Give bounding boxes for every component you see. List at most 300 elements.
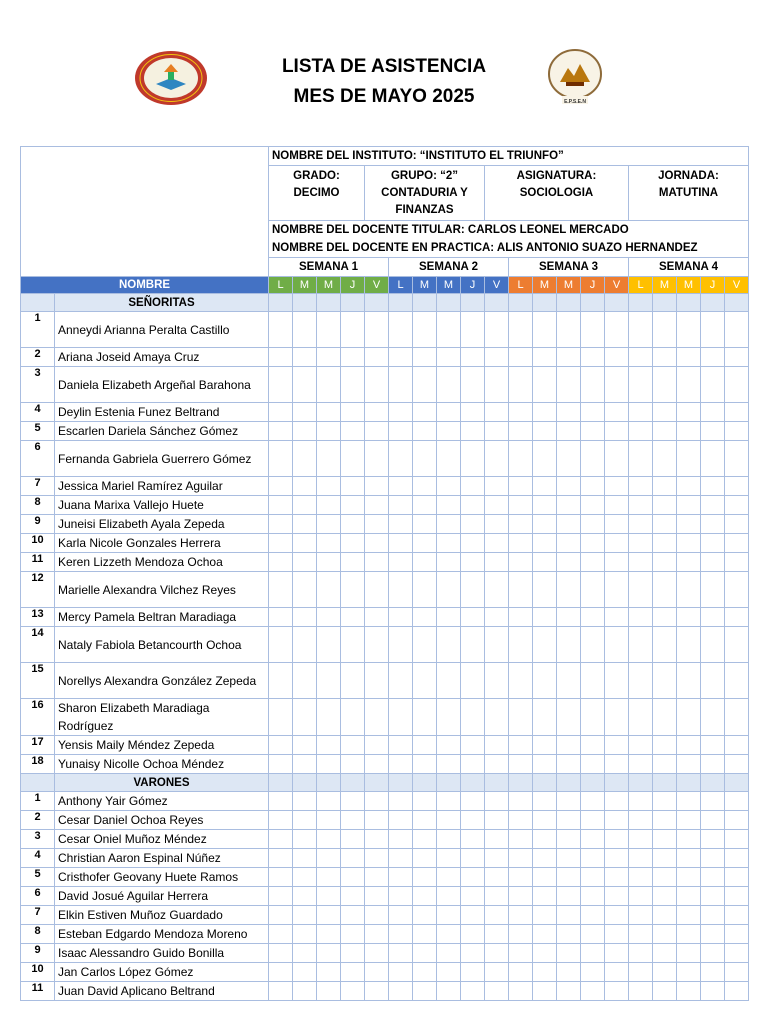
attendance-cell[interactable]	[557, 736, 581, 755]
attendance-cell[interactable]	[365, 944, 389, 963]
attendance-cell[interactable]	[485, 736, 509, 755]
attendance-cell[interactable]	[509, 627, 533, 663]
attendance-cell[interactable]	[485, 627, 509, 663]
attendance-cell[interactable]	[389, 515, 413, 534]
attendance-cell[interactable]	[509, 608, 533, 627]
attendance-cell[interactable]	[581, 627, 605, 663]
attendance-cell[interactable]	[629, 477, 653, 496]
attendance-cell[interactable]	[341, 944, 365, 963]
attendance-cell[interactable]	[485, 982, 509, 1001]
attendance-cell[interactable]	[557, 982, 581, 1001]
attendance-cell[interactable]	[653, 422, 677, 441]
attendance-cell[interactable]	[581, 312, 605, 348]
attendance-cell[interactable]	[293, 477, 317, 496]
attendance-cell[interactable]	[557, 944, 581, 963]
attendance-cell[interactable]	[317, 312, 341, 348]
attendance-cell[interactable]	[437, 312, 461, 348]
attendance-cell[interactable]	[389, 868, 413, 887]
attendance-cell[interactable]	[653, 496, 677, 515]
attendance-cell[interactable]	[269, 608, 293, 627]
attendance-cell[interactable]	[701, 887, 725, 906]
attendance-cell[interactable]	[701, 515, 725, 534]
attendance-cell[interactable]	[365, 925, 389, 944]
attendance-cell[interactable]	[461, 849, 485, 868]
attendance-cell[interactable]	[461, 422, 485, 441]
attendance-cell[interactable]	[653, 403, 677, 422]
attendance-cell[interactable]	[317, 868, 341, 887]
attendance-cell[interactable]	[461, 699, 485, 736]
attendance-cell[interactable]	[629, 982, 653, 1001]
attendance-cell[interactable]	[437, 792, 461, 811]
attendance-cell[interactable]	[461, 887, 485, 906]
attendance-cell[interactable]	[701, 403, 725, 422]
attendance-cell[interactable]	[557, 534, 581, 553]
attendance-cell[interactable]	[341, 608, 365, 627]
attendance-cell[interactable]	[533, 868, 557, 887]
attendance-cell[interactable]	[269, 963, 293, 982]
attendance-cell[interactable]	[341, 699, 365, 736]
attendance-cell[interactable]	[485, 944, 509, 963]
attendance-cell[interactable]	[677, 534, 701, 553]
attendance-cell[interactable]	[413, 534, 437, 553]
attendance-cell[interactable]	[317, 627, 341, 663]
attendance-cell[interactable]	[269, 348, 293, 367]
attendance-cell[interactable]	[629, 663, 653, 699]
attendance-cell[interactable]	[413, 906, 437, 925]
attendance-cell[interactable]	[533, 982, 557, 1001]
attendance-cell[interactable]	[437, 699, 461, 736]
attendance-cell[interactable]	[341, 367, 365, 403]
attendance-cell[interactable]	[557, 887, 581, 906]
attendance-cell[interactable]	[725, 944, 749, 963]
attendance-cell[interactable]	[485, 441, 509, 477]
attendance-cell[interactable]	[461, 736, 485, 755]
attendance-cell[interactable]	[485, 663, 509, 699]
attendance-cell[interactable]	[533, 944, 557, 963]
attendance-cell[interactable]	[293, 663, 317, 699]
attendance-cell[interactable]	[389, 534, 413, 553]
attendance-cell[interactable]	[653, 755, 677, 774]
attendance-cell[interactable]	[341, 422, 365, 441]
attendance-cell[interactable]	[293, 868, 317, 887]
attendance-cell[interactable]	[725, 830, 749, 849]
attendance-cell[interactable]	[725, 348, 749, 367]
attendance-cell[interactable]	[533, 792, 557, 811]
attendance-cell[interactable]	[701, 944, 725, 963]
attendance-cell[interactable]	[389, 403, 413, 422]
attendance-cell[interactable]	[389, 811, 413, 830]
attendance-cell[interactable]	[725, 792, 749, 811]
attendance-cell[interactable]	[581, 441, 605, 477]
attendance-cell[interactable]	[269, 830, 293, 849]
attendance-cell[interactable]	[293, 925, 317, 944]
attendance-cell[interactable]	[653, 572, 677, 608]
attendance-cell[interactable]	[365, 515, 389, 534]
attendance-cell[interactable]	[437, 755, 461, 774]
attendance-cell[interactable]	[605, 441, 629, 477]
attendance-cell[interactable]	[461, 944, 485, 963]
attendance-cell[interactable]	[437, 811, 461, 830]
attendance-cell[interactable]	[653, 663, 677, 699]
attendance-cell[interactable]	[677, 312, 701, 348]
attendance-cell[interactable]	[461, 553, 485, 572]
attendance-cell[interactable]	[629, 348, 653, 367]
attendance-cell[interactable]	[701, 553, 725, 572]
attendance-cell[interactable]	[317, 811, 341, 830]
attendance-cell[interactable]	[629, 925, 653, 944]
attendance-cell[interactable]	[725, 572, 749, 608]
attendance-cell[interactable]	[413, 982, 437, 1001]
attendance-cell[interactable]	[461, 868, 485, 887]
attendance-cell[interactable]	[557, 496, 581, 515]
attendance-cell[interactable]	[341, 534, 365, 553]
attendance-cell[interactable]	[389, 441, 413, 477]
attendance-cell[interactable]	[629, 906, 653, 925]
attendance-cell[interactable]	[365, 367, 389, 403]
attendance-cell[interactable]	[605, 699, 629, 736]
attendance-cell[interactable]	[557, 699, 581, 736]
attendance-cell[interactable]	[293, 627, 317, 663]
attendance-cell[interactable]	[341, 868, 365, 887]
attendance-cell[interactable]	[461, 982, 485, 1001]
attendance-cell[interactable]	[701, 849, 725, 868]
attendance-cell[interactable]	[725, 963, 749, 982]
attendance-cell[interactable]	[413, 515, 437, 534]
attendance-cell[interactable]	[413, 868, 437, 887]
attendance-cell[interactable]	[341, 441, 365, 477]
attendance-cell[interactable]	[365, 572, 389, 608]
attendance-cell[interactable]	[437, 868, 461, 887]
attendance-cell[interactable]	[317, 736, 341, 755]
attendance-cell[interactable]	[365, 792, 389, 811]
attendance-cell[interactable]	[701, 534, 725, 553]
attendance-cell[interactable]	[701, 736, 725, 755]
attendance-cell[interactable]	[293, 830, 317, 849]
attendance-cell[interactable]	[341, 496, 365, 515]
attendance-cell[interactable]	[341, 736, 365, 755]
attendance-cell[interactable]	[365, 887, 389, 906]
attendance-cell[interactable]	[365, 553, 389, 572]
attendance-cell[interactable]	[485, 755, 509, 774]
attendance-cell[interactable]	[581, 608, 605, 627]
attendance-cell[interactable]	[581, 534, 605, 553]
attendance-cell[interactable]	[653, 627, 677, 663]
attendance-cell[interactable]	[317, 515, 341, 534]
attendance-cell[interactable]	[293, 422, 317, 441]
attendance-cell[interactable]	[725, 887, 749, 906]
attendance-cell[interactable]	[629, 534, 653, 553]
attendance-cell[interactable]	[293, 887, 317, 906]
attendance-cell[interactable]	[725, 868, 749, 887]
attendance-cell[interactable]	[365, 627, 389, 663]
attendance-cell[interactable]	[533, 906, 557, 925]
attendance-cell[interactable]	[677, 627, 701, 663]
attendance-cell[interactable]	[701, 830, 725, 849]
attendance-cell[interactable]	[485, 515, 509, 534]
attendance-cell[interactable]	[533, 403, 557, 422]
attendance-cell[interactable]	[701, 627, 725, 663]
attendance-cell[interactable]	[341, 963, 365, 982]
attendance-cell[interactable]	[581, 982, 605, 1001]
attendance-cell[interactable]	[557, 515, 581, 534]
attendance-cell[interactable]	[365, 755, 389, 774]
attendance-cell[interactable]	[677, 663, 701, 699]
attendance-cell[interactable]	[461, 572, 485, 608]
attendance-cell[interactable]	[509, 312, 533, 348]
attendance-cell[interactable]	[605, 982, 629, 1001]
attendance-cell[interactable]	[485, 348, 509, 367]
attendance-cell[interactable]	[437, 477, 461, 496]
attendance-cell[interactable]	[533, 963, 557, 982]
attendance-cell[interactable]	[437, 925, 461, 944]
attendance-cell[interactable]	[533, 849, 557, 868]
attendance-cell[interactable]	[413, 441, 437, 477]
attendance-cell[interactable]	[701, 792, 725, 811]
attendance-cell[interactable]	[581, 477, 605, 496]
attendance-cell[interactable]	[509, 887, 533, 906]
attendance-cell[interactable]	[269, 811, 293, 830]
attendance-cell[interactable]	[413, 553, 437, 572]
attendance-cell[interactable]	[317, 963, 341, 982]
attendance-cell[interactable]	[389, 925, 413, 944]
attendance-cell[interactable]	[437, 663, 461, 699]
attendance-cell[interactable]	[581, 348, 605, 367]
attendance-cell[interactable]	[533, 496, 557, 515]
attendance-cell[interactable]	[581, 403, 605, 422]
attendance-cell[interactable]	[461, 963, 485, 982]
attendance-cell[interactable]	[317, 699, 341, 736]
attendance-cell[interactable]	[701, 608, 725, 627]
attendance-cell[interactable]	[269, 441, 293, 477]
attendance-cell[interactable]	[701, 367, 725, 403]
attendance-cell[interactable]	[653, 963, 677, 982]
attendance-cell[interactable]	[389, 849, 413, 868]
attendance-cell[interactable]	[533, 887, 557, 906]
attendance-cell[interactable]	[581, 792, 605, 811]
attendance-cell[interactable]	[317, 944, 341, 963]
attendance-cell[interactable]	[677, 944, 701, 963]
attendance-cell[interactable]	[677, 553, 701, 572]
attendance-cell[interactable]	[413, 422, 437, 441]
attendance-cell[interactable]	[677, 849, 701, 868]
attendance-cell[interactable]	[557, 868, 581, 887]
attendance-cell[interactable]	[653, 944, 677, 963]
attendance-cell[interactable]	[677, 572, 701, 608]
attendance-cell[interactable]	[533, 663, 557, 699]
attendance-cell[interactable]	[677, 963, 701, 982]
attendance-cell[interactable]	[629, 496, 653, 515]
attendance-cell[interactable]	[317, 348, 341, 367]
attendance-cell[interactable]	[293, 736, 317, 755]
attendance-cell[interactable]	[533, 534, 557, 553]
attendance-cell[interactable]	[461, 663, 485, 699]
attendance-cell[interactable]	[557, 906, 581, 925]
attendance-cell[interactable]	[557, 572, 581, 608]
attendance-cell[interactable]	[509, 367, 533, 403]
attendance-cell[interactable]	[581, 944, 605, 963]
attendance-cell[interactable]	[317, 792, 341, 811]
attendance-cell[interactable]	[341, 348, 365, 367]
attendance-cell[interactable]	[365, 849, 389, 868]
attendance-cell[interactable]	[701, 982, 725, 1001]
attendance-cell[interactable]	[293, 982, 317, 1001]
attendance-cell[interactable]	[365, 699, 389, 736]
attendance-cell[interactable]	[701, 441, 725, 477]
attendance-cell[interactable]	[605, 367, 629, 403]
attendance-cell[interactable]	[557, 477, 581, 496]
attendance-cell[interactable]	[317, 496, 341, 515]
attendance-cell[interactable]	[365, 441, 389, 477]
attendance-cell[interactable]	[365, 496, 389, 515]
attendance-cell[interactable]	[629, 755, 653, 774]
attendance-cell[interactable]	[317, 887, 341, 906]
attendance-cell[interactable]	[389, 312, 413, 348]
attendance-cell[interactable]	[605, 944, 629, 963]
attendance-cell[interactable]	[509, 736, 533, 755]
attendance-cell[interactable]	[413, 699, 437, 736]
attendance-cell[interactable]	[269, 849, 293, 868]
attendance-cell[interactable]	[677, 403, 701, 422]
attendance-cell[interactable]	[605, 422, 629, 441]
attendance-cell[interactable]	[293, 534, 317, 553]
attendance-cell[interactable]	[557, 312, 581, 348]
attendance-cell[interactable]	[437, 736, 461, 755]
attendance-cell[interactable]	[317, 441, 341, 477]
attendance-cell[interactable]	[557, 925, 581, 944]
attendance-cell[interactable]	[293, 944, 317, 963]
attendance-cell[interactable]	[629, 608, 653, 627]
attendance-cell[interactable]	[365, 534, 389, 553]
attendance-cell[interactable]	[629, 792, 653, 811]
attendance-cell[interactable]	[725, 906, 749, 925]
attendance-cell[interactable]	[269, 868, 293, 887]
attendance-cell[interactable]	[677, 811, 701, 830]
attendance-cell[interactable]	[629, 422, 653, 441]
attendance-cell[interactable]	[269, 403, 293, 422]
attendance-cell[interactable]	[605, 792, 629, 811]
attendance-cell[interactable]	[269, 906, 293, 925]
attendance-cell[interactable]	[413, 944, 437, 963]
attendance-cell[interactable]	[293, 403, 317, 422]
attendance-cell[interactable]	[293, 963, 317, 982]
attendance-cell[interactable]	[269, 312, 293, 348]
attendance-cell[interactable]	[653, 849, 677, 868]
attendance-cell[interactable]	[629, 441, 653, 477]
attendance-cell[interactable]	[581, 811, 605, 830]
attendance-cell[interactable]	[629, 830, 653, 849]
attendance-cell[interactable]	[437, 887, 461, 906]
attendance-cell[interactable]	[293, 608, 317, 627]
attendance-cell[interactable]	[341, 887, 365, 906]
attendance-cell[interactable]	[269, 736, 293, 755]
attendance-cell[interactable]	[269, 925, 293, 944]
attendance-cell[interactable]	[725, 849, 749, 868]
attendance-cell[interactable]	[557, 627, 581, 663]
attendance-cell[interactable]	[269, 792, 293, 811]
attendance-cell[interactable]	[269, 944, 293, 963]
attendance-cell[interactable]	[701, 963, 725, 982]
attendance-cell[interactable]	[533, 572, 557, 608]
attendance-cell[interactable]	[461, 811, 485, 830]
attendance-cell[interactable]	[389, 663, 413, 699]
attendance-cell[interactable]	[317, 477, 341, 496]
attendance-cell[interactable]	[341, 811, 365, 830]
attendance-cell[interactable]	[341, 849, 365, 868]
attendance-cell[interactable]	[509, 477, 533, 496]
attendance-cell[interactable]	[605, 515, 629, 534]
attendance-cell[interactable]	[413, 849, 437, 868]
attendance-cell[interactable]	[581, 515, 605, 534]
attendance-cell[interactable]	[629, 367, 653, 403]
attendance-cell[interactable]	[557, 663, 581, 699]
attendance-cell[interactable]	[317, 755, 341, 774]
attendance-cell[interactable]	[725, 367, 749, 403]
attendance-cell[interactable]	[413, 887, 437, 906]
attendance-cell[interactable]	[317, 849, 341, 868]
attendance-cell[interactable]	[485, 572, 509, 608]
attendance-cell[interactable]	[485, 367, 509, 403]
attendance-cell[interactable]	[509, 441, 533, 477]
attendance-cell[interactable]	[701, 477, 725, 496]
attendance-cell[interactable]	[437, 534, 461, 553]
attendance-cell[interactable]	[293, 811, 317, 830]
attendance-cell[interactable]	[677, 367, 701, 403]
attendance-cell[interactable]	[653, 868, 677, 887]
attendance-cell[interactable]	[461, 627, 485, 663]
attendance-cell[interactable]	[437, 348, 461, 367]
attendance-cell[interactable]	[437, 441, 461, 477]
attendance-cell[interactable]	[461, 792, 485, 811]
attendance-cell[interactable]	[485, 868, 509, 887]
attendance-cell[interactable]	[725, 608, 749, 627]
attendance-cell[interactable]	[341, 982, 365, 1001]
attendance-cell[interactable]	[485, 925, 509, 944]
attendance-cell[interactable]	[629, 736, 653, 755]
attendance-cell[interactable]	[413, 663, 437, 699]
attendance-cell[interactable]	[461, 348, 485, 367]
attendance-cell[interactable]	[365, 830, 389, 849]
attendance-cell[interactable]	[389, 755, 413, 774]
attendance-cell[interactable]	[677, 982, 701, 1001]
attendance-cell[interactable]	[557, 811, 581, 830]
attendance-cell[interactable]	[629, 868, 653, 887]
attendance-cell[interactable]	[413, 348, 437, 367]
attendance-cell[interactable]	[509, 982, 533, 1001]
attendance-cell[interactable]	[605, 736, 629, 755]
attendance-cell[interactable]	[485, 811, 509, 830]
attendance-cell[interactable]	[533, 925, 557, 944]
attendance-cell[interactable]	[629, 963, 653, 982]
attendance-cell[interactable]	[533, 312, 557, 348]
attendance-cell[interactable]	[293, 849, 317, 868]
attendance-cell[interactable]	[365, 736, 389, 755]
attendance-cell[interactable]	[509, 663, 533, 699]
attendance-cell[interactable]	[461, 367, 485, 403]
attendance-cell[interactable]	[341, 515, 365, 534]
attendance-cell[interactable]	[725, 811, 749, 830]
attendance-cell[interactable]	[389, 422, 413, 441]
attendance-cell[interactable]	[725, 441, 749, 477]
attendance-cell[interactable]	[341, 477, 365, 496]
attendance-cell[interactable]	[293, 792, 317, 811]
attendance-cell[interactable]	[677, 699, 701, 736]
attendance-cell[interactable]	[509, 830, 533, 849]
attendance-cell[interactable]	[629, 887, 653, 906]
attendance-cell[interactable]	[557, 367, 581, 403]
attendance-cell[interactable]	[581, 849, 605, 868]
attendance-cell[interactable]	[509, 755, 533, 774]
attendance-cell[interactable]	[389, 367, 413, 403]
